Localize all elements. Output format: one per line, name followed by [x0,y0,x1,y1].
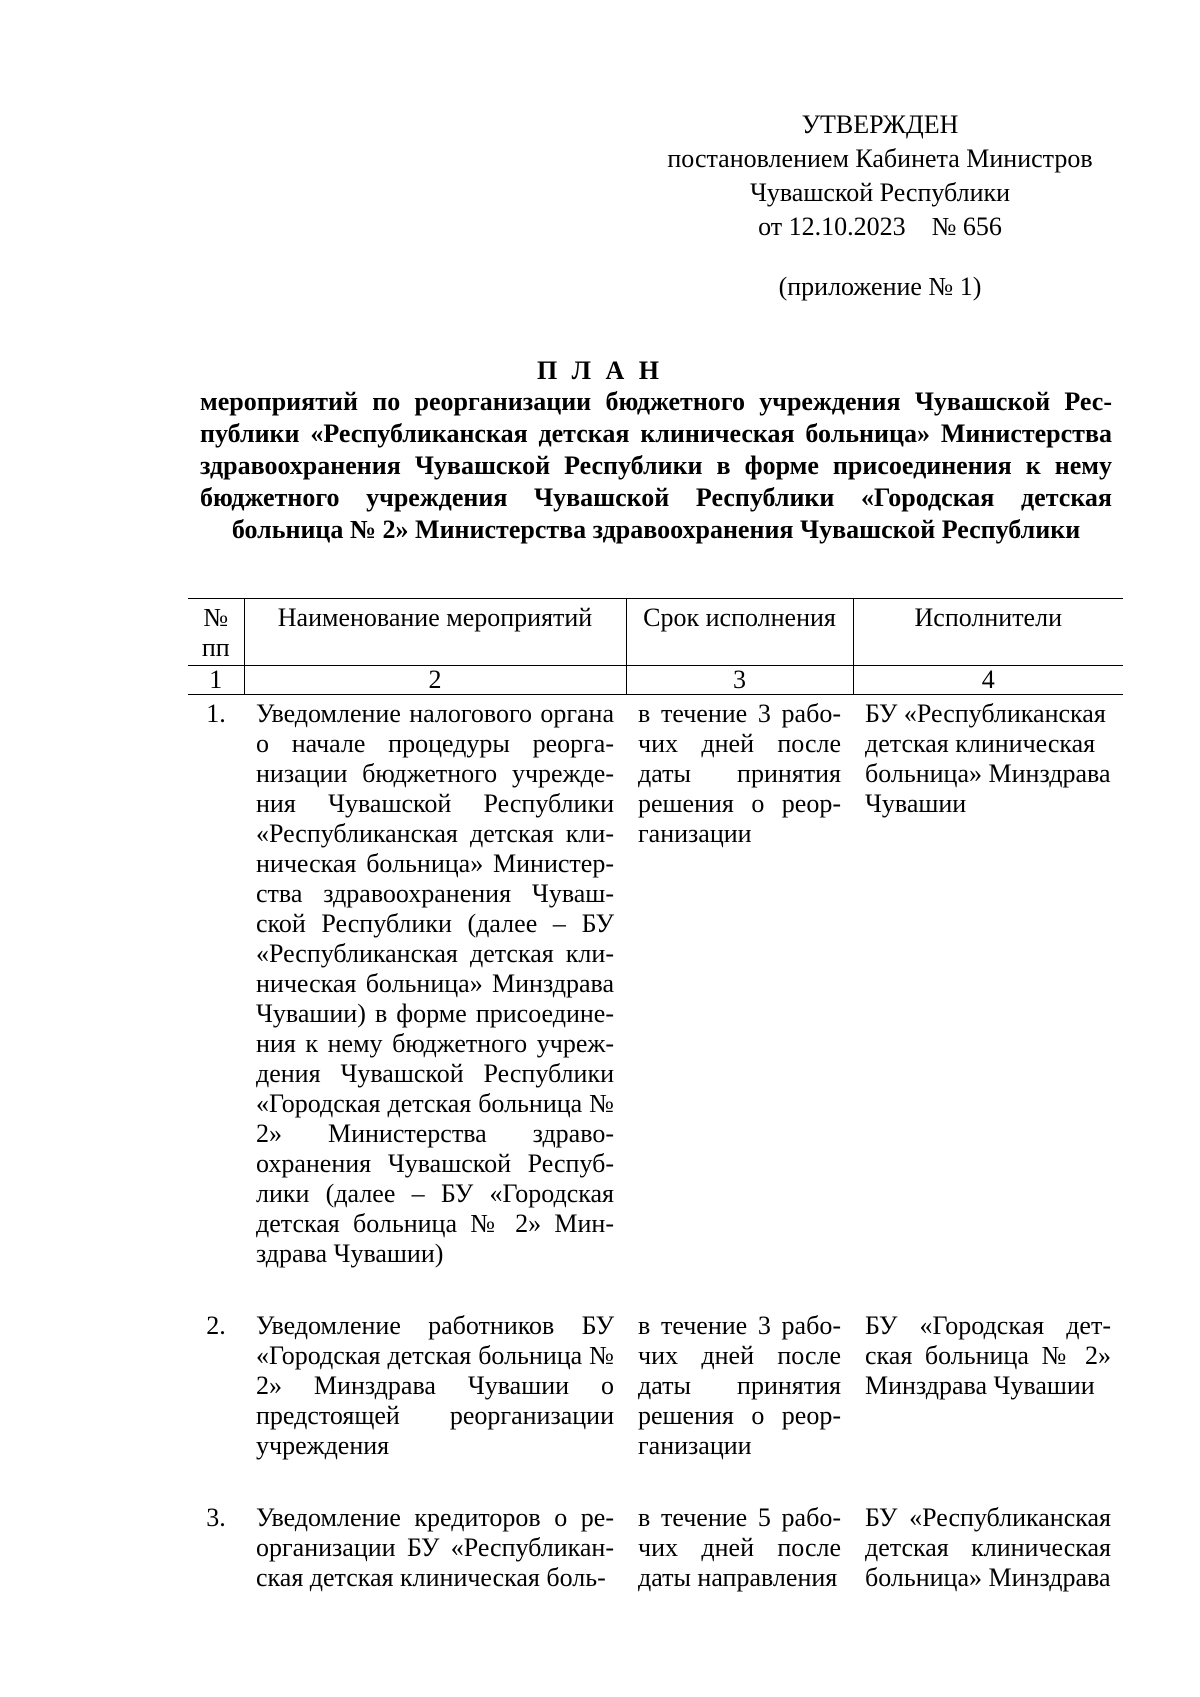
table-row [188,1307,1123,1499]
header-activity: Наименование мероприятий [244,599,626,666]
approval-line-1: постановлением Кабинета Министров [667,144,1093,173]
approval-block [640,108,1120,304]
row-activity: Уведомление кредиторов о реорганизации БУ «Республиканская детская клиническая боль- [256,1503,614,1592]
row-executors: БУ «Городская детская больница № 2» Минздрава Чувашии [865,1311,1111,1400]
row-executors: БУ «Республиканская детская клиническая больница» Минздрава [865,1503,1111,1592]
appendix-note: (приложение № 1) [778,272,982,301]
row-number: 2. [206,1311,226,1340]
row-number: 1. [206,699,226,728]
plan-table [188,598,1123,1593]
row-activity: Уведомление налогового органа о начале процедуры реорганизации бюджетного учреждения Чувашской Республики «Республиканская детская клиническая больница» Министерства здравоохранения Чувашской Республики (далее – БУ «Республиканская детская клиническая больница» Минздрава Чувашии) в форме присоединения к нему бюджетного учреждения Чувашской Республики «Городская детская больница № 2» Министерства здравоохранения Чувашской Республики (далее – БУ «Городская детская больница № 2» Минздрава Чувашии) [256,699,614,1268]
header-number: № пп [188,599,244,666]
column-number: 3 [626,666,853,695]
row-deadline: в течение 3 рабочих дней после даты принятия решения о реорганизации [638,699,841,848]
table-row [188,1499,1123,1593]
row-deadline: в течение 3 рабочих дней после даты принятия решения о реорганизации [638,1311,841,1460]
approval-line-2: Чувашской Республики [749,178,1011,207]
row-executors: БУ «Республиканская детская клиническая больница» Минздрава Чувашии [865,699,1111,818]
header-deadline: Срок исполнения [626,599,853,666]
row-activity: Уведомление работников БУ «Городская детская больница № 2» Минздрава Чувашии о предстоящей реорганизации учреждения [256,1311,614,1460]
approval-status: УТВЕРЖДЕН [801,110,959,139]
table-row [188,695,1123,1308]
column-number: 1 [188,666,244,695]
approval-line-3: от 12.10.2023 № 656 [758,212,1002,241]
header-executors: Исполнители [853,599,1123,666]
row-deadline: в течение 5 рабочих дней после даты направления [638,1503,841,1592]
row-number: 3. [206,1503,226,1532]
column-number: 4 [853,666,1123,695]
table-header-row [188,599,1123,666]
column-number-row [188,666,1123,695]
column-number: 2 [244,666,626,695]
plan-title: П Л А Н [536,356,664,385]
plan-subtitle: мероприятий по реорганизации бюджетного учреждения Чувашской Республики «Республиканская детская клиническая больница» Министерства здравоохранения Чувашской Республики в форме присоединения к нему бюджетного учреждения Чувашской Республики «Городская детская больница № 2» Министерства здравоохранения Чувашской Республики [200,387,1112,544]
